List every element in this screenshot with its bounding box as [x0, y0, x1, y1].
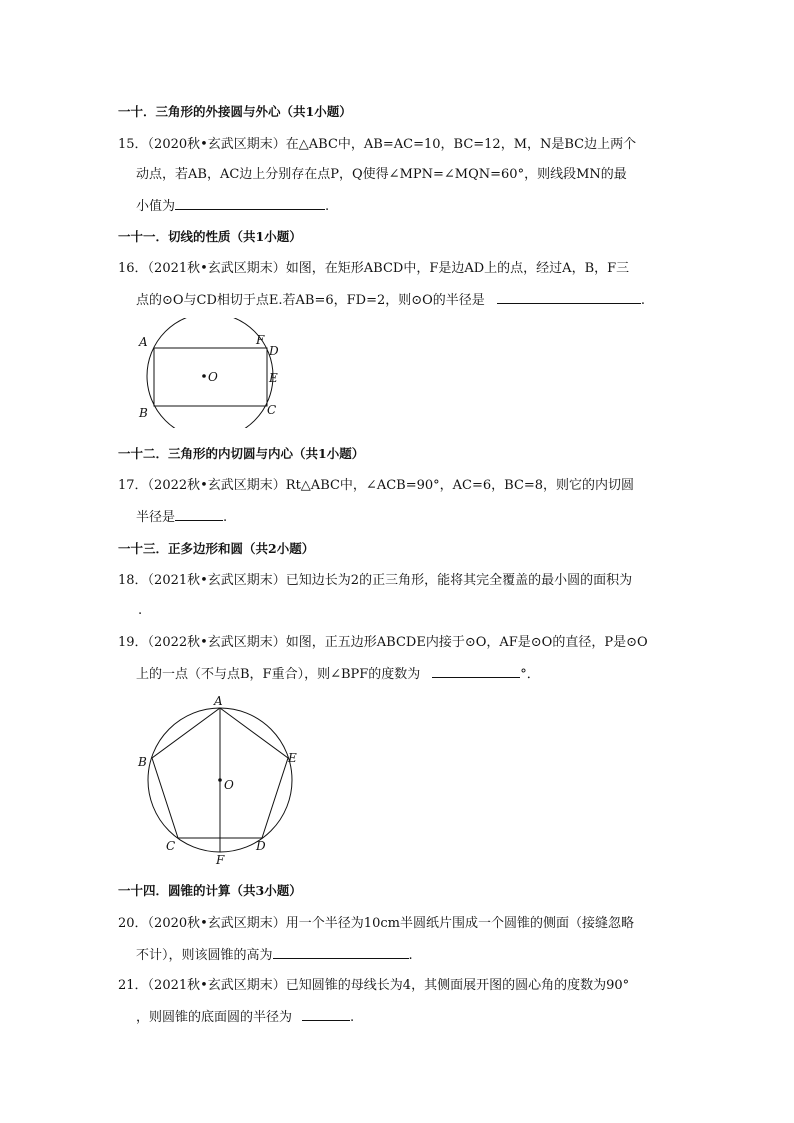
answer-blank: [432, 664, 520, 678]
question-21-line-1: 21．（2021秋•玄武区期末）已知圆锥的母线长为4，其侧面展开图的圆心角的度数为90°: [118, 978, 630, 993]
question-21-line-2: [136, 1007, 354, 1027]
label-e: E: [269, 371, 278, 385]
answer-blank: [497, 290, 641, 304]
question-20-text: 不计），则该圆锥的高为: [136, 948, 273, 963]
section-heading: 一十一．切线的性质（共1小题）: [118, 229, 302, 244]
label-a: A: [139, 335, 148, 349]
label-f: F: [256, 333, 265, 347]
label-o: O: [224, 778, 234, 792]
label-d: D: [269, 344, 279, 358]
label-c: C: [267, 403, 277, 417]
label-e: E: [288, 751, 297, 765]
question-15-line-1: 15．（2020秋•玄武区期末）在△ABC中，AB=AC=10，BC=12，M，N是BC边上两个: [118, 137, 637, 152]
question-17-text: 半径是: [136, 510, 176, 525]
section-heading: 一十二．三角形的内切圆与内心（共1小题）: [118, 446, 365, 461]
center-point: [218, 778, 222, 782]
question-17-end: .: [223, 510, 228, 525]
question-15-line-3: [136, 196, 329, 216]
question-18-line-1: 18．（2021秋•玄武区期末）已知边长为2的正三角形，能将其完全覆盖的最小圆的面积为: [118, 573, 633, 588]
center-point: [202, 374, 206, 378]
question-20-line-2: [136, 945, 413, 965]
question-15-line-2: 动点，若AB，AC边上分别存在点P，Q使得∠MPN=∠MQN=60°，则线段MN的最: [136, 167, 627, 182]
question-19-line-1: 19．（2022秋•玄武区期末）如图，正五边形ABCDE内接于⊙O，AF是⊙O的直径，P是⊙O: [118, 635, 648, 650]
question-19-line-2: [136, 664, 540, 684]
question-17-line-1: 17．（2022秋•玄武区期末）Rt△ABC中，∠ACB=90°，AC=6，BC=8，则它的内切圆: [118, 478, 635, 493]
section-heading: 一十三．正多边形和圆（共2小题）: [118, 541, 315, 556]
answer-blank: [273, 945, 409, 959]
question-19-text: 上的一点（不与点B，F重合），则∠BPF的度数为: [136, 667, 421, 682]
label-b: B: [139, 406, 148, 420]
question-17-line-2: [136, 507, 227, 527]
label-o: O: [208, 370, 218, 384]
question-15-text: 小值为: [136, 199, 176, 214]
section-heading: 一十．三角形的外接圆与外心（共1小题）: [118, 104, 352, 119]
question-18-line-2: .: [138, 603, 143, 618]
rectangle-circle-figure: [128, 318, 298, 428]
question-16-end: .: [640, 293, 645, 308]
pentagon-circle-figure: [132, 694, 307, 866]
label-c: C: [166, 839, 176, 853]
question-16-line-1: 16．（2021秋•玄武区期末）如图，在矩形ABCD中，F是边AD上的点，经过A，B，F三: [118, 261, 630, 276]
question-20-line-1: 20．（2020秋•玄武区期末）用一个半径为10cm半圆纸片围成一个圆锥的侧面（接缝忽略: [118, 916, 634, 931]
answer-blank: [302, 1007, 350, 1021]
question-15-end: .: [325, 199, 330, 214]
label-d: D: [256, 839, 266, 853]
question-21-text: ，则圆锥的底面圆的半径为: [136, 1010, 293, 1025]
label-f: F: [216, 853, 225, 866]
section-heading: 一十四．圆锥的计算（共3小题）: [118, 883, 302, 898]
question-20-end: .: [408, 948, 413, 963]
label-a: A: [214, 694, 223, 708]
question-16-text: 点的⊙O与CD相切于点E.若AB=6，FD=2，则⊙O的半径是: [136, 293, 485, 308]
question-16-line-2: [136, 290, 645, 310]
answer-blank: [175, 507, 223, 521]
label-b: B: [138, 755, 147, 769]
question-19-end: °．: [520, 667, 540, 682]
question-21-end: .: [350, 1010, 355, 1025]
answer-blank: [175, 196, 325, 210]
